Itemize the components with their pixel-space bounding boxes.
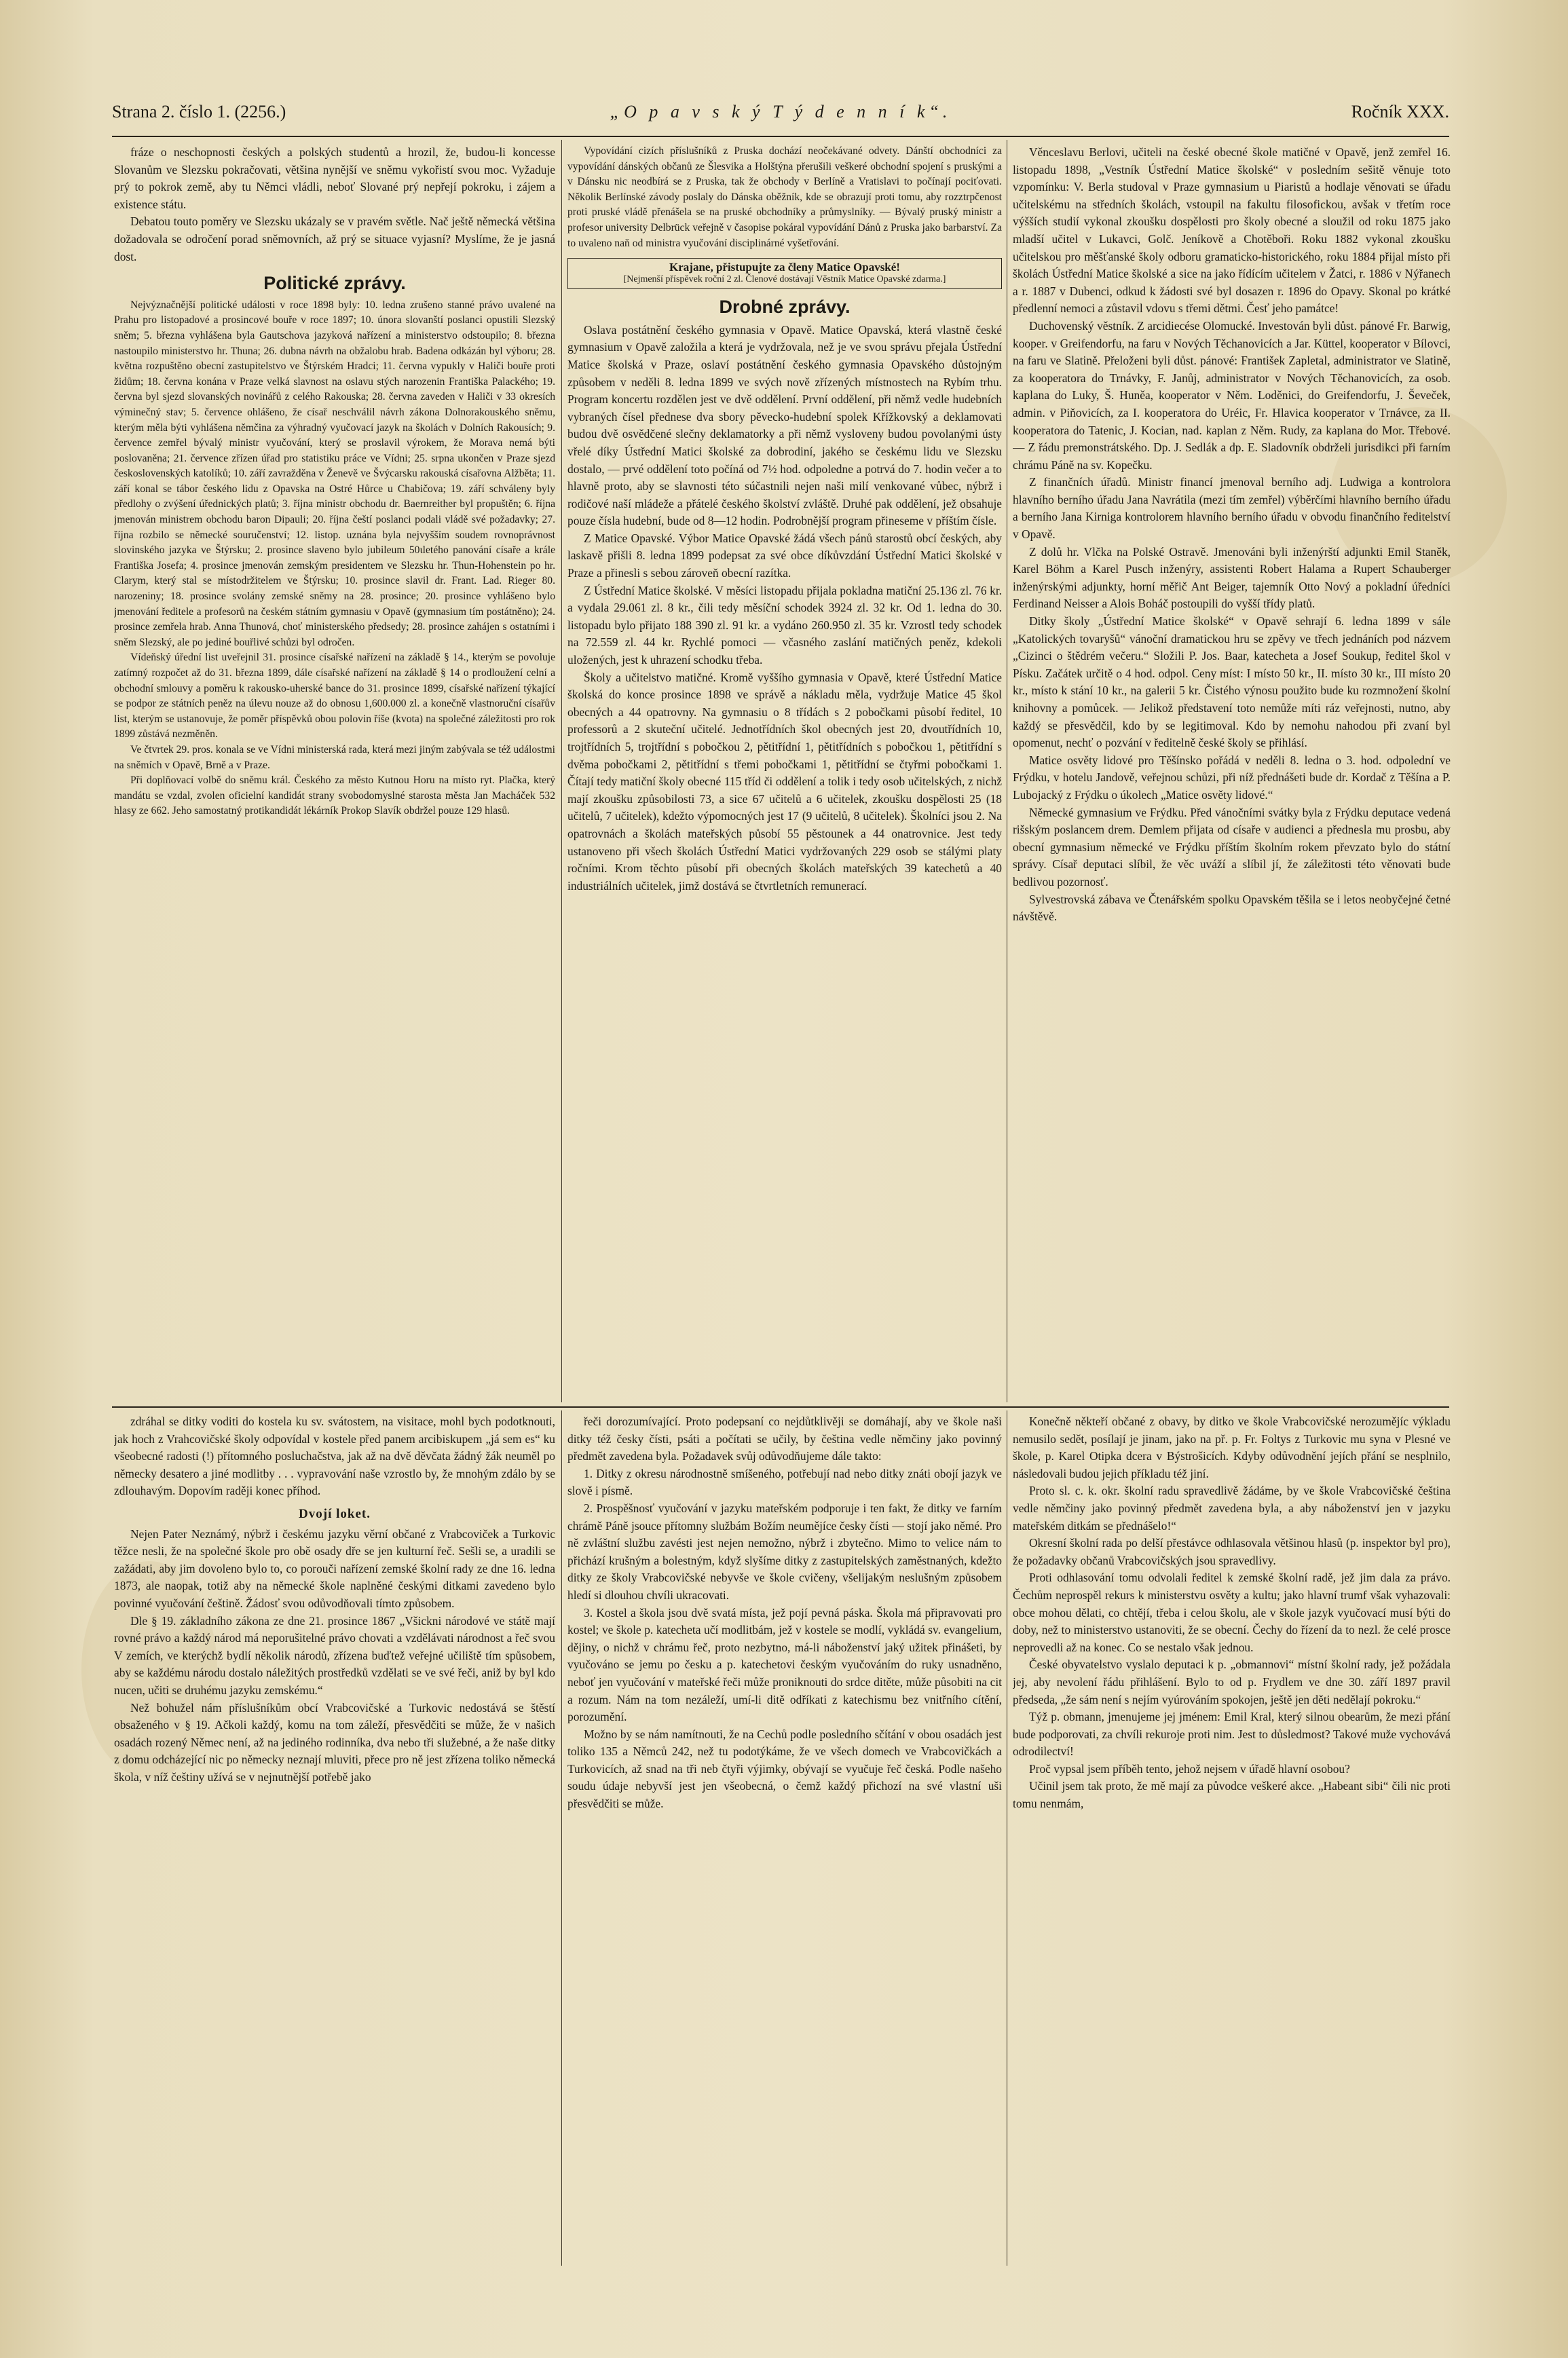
political-paragraph: Vídeňský úřední list uveřejnil 31. prosince císařské nařízení na základě § 14., kterým se povoluje zatímný rozpočet až do 31. března 1899, dále císařské nařízení na základě § 14 o prodloužení celní a obchodní smlouvy a poměru k rakousko-uherské bance do 31. prosince 1899, císařské nařízení týkající se podpor ze státních peněz na úlevu nouze až do obnosu 1,600.000 zl. a konečně vlastnoruční císařův list, kterým se ustanovuje, že poměr příspěvků obou polovin říše (kvota) na společné záležitosti pro rok 1899 zůstává nezměněn. bbox=[114, 652, 555, 741]
lower-column-2 bbox=[567, 1413, 1002, 2268]
lower-column-1 bbox=[114, 1413, 555, 2268]
feuilleton-paragraph: Nejen Pater Neznámý, nýbrž i českému jazyku věrní občané z Vrabcoviček a Turkovic těžce nesli, že na společné škole pro obě osady dře se jen kulturní řeč. Sešli se, a uradili se zažádati, aby jim dovoleno bylo to, co porouči nařízení zemské školní rady ze dne 16. ledna 1873, ale naopak, totiž aby na německé škole naplněné českými ditkami zavedeno bylo povinné vyučování češtině. Žádosť svou odůvodňovali tímto způsobem. bbox=[114, 1527, 555, 1610]
feuilleton-paragraph: Okresní školní rada po delší přestávce odhlasovala většinou hlasů (p. inspektor byl pro), že požadavky občanů Vrabcovičských jsou spravedlivy. bbox=[1013, 1536, 1451, 1567]
section-rule bbox=[112, 1406, 1449, 1408]
page-header bbox=[112, 102, 1449, 129]
volume-number: Ročník XXX. bbox=[1351, 102, 1449, 121]
feuilleton-paragraph: 3. Kostel a škola jsou dvě svatá místa, jež pojí pevná páska. Škola má připravovati pro kostel; ve škole p. katecheta učí modlitbám, jež v kostele se modlí, vykládá sv. evangelium, dějiny, o nichž v chrámu řeč, proto nezbytno, má-li náboženství jaký užitek přinášeti, by vyučováno se jemu po česku a p. katechetovi českým vyučováním do ruky usnadněno, neboť jen vyučování v mateřské řeči může proniknouti do srdce ditěte, může působiti na cit a rozum. Nám na tom nezáleží, umí-li ditě odříkati z katechismu bez vnitřního cítění, porozumění. bbox=[567, 1605, 1002, 1724]
lower-column-3 bbox=[1013, 1413, 1451, 2268]
obituary-paragraph: Věnceslavu Berlovi, učiteli na české obecné škole matičné v Opavě, jenž zemřel 16. listopadu 1898, „Vestník Ústřední Matice školské“ v posledním sešitě věnuje toto vzpomínku: V. Berla studoval v Praze gymnasium u Piaristů a hodlaje věnovati se úřadu učitelskému na středních školách, vstoupil na fakultu filosofickou, avšak v třetím roce výšších studií vykonal zkoušku dospělosti pro školy obecné a sloužil od roku 1875 jako mladší učitel v Lukavci, Golč. Jeníkově a Chotěboři. Roku 1882 vykonal zkoušku učitelskou pro měšťanské školy odboru gramaticko-historického, roku 1884 přijal místo při školách Ústřední Matice školské a sice na jako řídícím učitelem v Žatci, r. 1886 v Nýřanech a r. 1887 v Dubenci, odkud k žádosti své byl dosazen r. 1896 do Opavy. Skonal po krátké předlenní nemoci a zůstavil vdovu s třemi dětmi. Česť jeho památce! bbox=[1013, 145, 1451, 316]
article-paragraph: Debatou touto poměry ve Slezsku ukázaly se v pravém světle. Nač ještě německá většina dožadovala se odročení porad sněmovních, až prý se situace vyjasní? Myslíme, že je jasná dost. bbox=[114, 214, 555, 263]
feuilleton-paragraph: Možno by se nám namítnouti, že na Cechů podle posledního sčítání v obou osadách jest toliko 135 a Němců 242, než tu podotýkáme, že ve všech domech ve Vrabcovičkách a Turkovicích, až snad na tři neb čtyři výjimky, obývají se vyučuje řeč česká. Podle našeho soudu údaje nebyvší jest jen všeobecná, o čemž každý přichozí na své vlastní uši přesvědčiti se může. bbox=[567, 1727, 1002, 1811]
column-divider bbox=[561, 140, 562, 1402]
feuilleton-paragraph: Dle § 19. základního zákona ze dne 21. prosince 1867 „Všickni národové ve státě mají rovné právo a každý národ má neporušitelné právo chovati a vzdělávati národnost a řeč svou V zemích, ve kterýchž bydlí několik národů, zřízena buďtež veřejné učiliště tím spůsobem, aby se každému národu dostalo náležitých prostředků vzdělati se ve své řeči, aniž by byl kdo nucen, učiti se druhému jazyku zemskému.“ bbox=[114, 1613, 555, 1697]
appeal-title: Krajane, přistupujte za členy Matice Opavské! bbox=[669, 261, 900, 274]
newspaper-title: „O p a v s k ý T ý d e n n í k“. bbox=[610, 102, 952, 121]
column-1 bbox=[114, 144, 555, 1401]
news-paragraph: Sylvestrovská zábava ve Čtenářském spolku Opavském těšila se i letos neobyčejné četné návštěvě. bbox=[1013, 892, 1451, 924]
news-paragraph: Duchovenský věstník. Z arcidiecése Olomucké. Investován byli důst. pánové Fr. Barwig, kooper. v Greifendorfu, na faru v Nových Těchanovicích a Jar. Küttel, kooperator v Bílovci, na faru ve Slatině. Přeloženi byli důst. pánové: František Zapletal, administrator ve Slatině, za kooperatora do Trnávky, F. Janůj, administrator v Nových Těchanovicích, za osob. kaplana do Luky, Š. Huněa, kooperator v Něm. Loděnici, do Greifendorfu, J. Ševeček, admin. v Piňovicích, za I. kooperatora do Uréic, Fr. Hlavica kooperator v Trnávce, za II. kooperatora do Tatenic, J. Kocian, nad. kaplan z Něm. Rudy, za kaplana do Mor. Třebové. — Z řádu premonstrátského. Dp. J. Sedlák a dp. E. Sladovník obdrželi jurisdikci při farním chrámu Páně na sv. Kopečku. bbox=[1013, 318, 1451, 472]
political-paragraph: Ve čtvrtek 29. pros. konala se ve Vídni ministerská rada, která mezi jiným zabývala se též událostmi na sněmích v Opavě, Brně a v Praze. bbox=[114, 743, 555, 771]
news-paragraph: Ditky školy „Ústřední Matice školské“ v Opavě sehrají 6. ledna 1899 v sále „Katolických tovaryšů“ vánoční dramatickou hru se zpěvy ve třech jednáních pod názvem „Cizinci o štědrém večeru.“ Složili P. Jos. Baar, katecheta a Josef Soukup, ředitel škol v Písku. Začátek určitě o 4 hod. odpol. Ceny míst: I místo 50 kr., II. místo 30 kr., III místo 20 kr., místo k stání 10 kr., na galerii 5 kr. Čistého výnosu použito bude ku rozmnožení školní knihovny a pomůcek. — Jelikož představení toto nemůže míti ráz veřejnosti, nutno, aby každý se přesvědčil, kdo by se legitimoval. Kdo by nemohu nahodou při zvaní byl opomenut, nechť o pozvání v ředitelně české školy se přihlásí. bbox=[1013, 614, 1451, 750]
header-rule bbox=[112, 136, 1449, 137]
feuilleton-paragraph: Proč vypsal jsem příběh tento, jehož nejsem v úřadě hlavní osobou? bbox=[1029, 1761, 1350, 1776]
feuilleton-paragraph: 1. Ditky z okresu národnostně smíšeného, potřebují nad nebo ditky znáti obojí jazyk ve slově i písmě. bbox=[567, 1466, 1002, 1498]
feuilleton-paragraph: Než bohužel nám příslušníkům obcí Vrabcovičské a Turkovic nedostává se štěstí obsaženého v § 19. Ačkoli každý, komu na tom záleží, přesvědčiti se může, že v našich osadách rozený Němec není, až na jediného rodinníka, dva nebo tři služebné, a že naše ditky z domu odcházející nic po německy neznají mluviti, přece pro ně jest zřízena toliko německá škola, v níž češtiny užívá se v nejnutnější potřebě jako bbox=[114, 1700, 555, 1784]
membership-appeal-box bbox=[567, 258, 1002, 289]
feuilleton-paragraph: Proto sl. c. k. okr. školní radu spravedlivě žádáme, by ve škole Vrabcovičské čeština vedle němčiny jako povinný předmět zavedena byla, a aby náboženství jen v jazyku mateřském ditkám se přednášelo!“ bbox=[1013, 1484, 1451, 1533]
column-3 bbox=[1013, 144, 1451, 1401]
news-paragraph: Německé gymnasium ve Frýdku. Před vánočními svátky byla z Frýdku deputace vedená rišským poslancem drem. Demlem přijata od císaře v audienci a přednesla mu prosbu, aby obecní gymnasium německé ve Frýdku příštím školním rokem převzato bylo do státní správy. Císař deputaci slíbil, že věc uváží a slíbil jí, že záležitosti této věnovati bude bedlivou pozornosť. bbox=[1013, 805, 1451, 888]
section-heading-political: Politické zprávy. bbox=[263, 273, 406, 294]
news-paragraph: Z finančních úřadů. Ministr financí jmenoval berního adj. Ludwiga a kontrolora hlavního berního úřadu Jana Navrátila (mezi tím zemřel) výběrčími hlavního berního úřadu a berního Jana Kirniga kontrolorem hlavního berního úřadu v obvodu finančního ředitelství v Opavě. bbox=[1013, 475, 1451, 542]
feuilleton-paragraph: řeči dorozumívající. Proto podepsaní co nejdůtklivěji se domáhají, aby ve škole naši ditky též česky čísti, psáti a počítati se učily, by čeština vedle němčiny jako povinný předmět zavedena byla. Požadavek svůj odůvodňujeme dále takto: bbox=[567, 1415, 1002, 1463]
appeal-text: [Nejmenší příspěvek roční 2 zl. Členové dostávají Věstník Matice Opavské zdarma.] bbox=[623, 274, 946, 285]
news-paragraph: Matice osvěty lidové pro Těšínsko pořádá v neděli 8. ledna o 3. hod. odpolední ve Frýdku, v hotelu Jandově, veřejnou schůzi, při níž přednášeti bude dr. Kordač z Těšína a P. Lubojacký z Frýdku o úkolech „Matice osvěty lidové.“ bbox=[1013, 753, 1451, 802]
news-paragraph: Oslava postátnění českého gymnasia v Opavě. Matice Opavská, která vlastně české gymnasium v Opavě založila a která je vydržovala, než je ve svou správu přejala Ústřední Matice školská v Praze, oslaví postátnění českého gymnasia Opavského důstojným způsobem v neděli 8. ledna 1899 ve svých nově zřízených místnostech na Rybím trhu. Program koncertu rozdělen jest ve dvě oddělení. První oddělení, při němž vedle hudebních vybraných čísel přednese dva sbory pěvecko-hudební spolek Křížkovský a deklamovati budou dvě osvědčené slečny deklamatorky a při němž vysloveny budou povolanými ústy vřelé díky Ústřední Matici školské za dobrodiní, jakého se českému lidu ve Slezsku dostalo, — prvé oddělení toto počíná od 7½ hod. odpoledne a potrvá do 7. hodin večer a to hlavně proto, aby se slavnosti této súčastnili nejen naši milí venkované vůbec, nýbrž i rodičové naší mládeže a přátelé českého školství zvláště. Druhé pak oddělení, jež obsahuje pouze čísla hudební, bude od 8—12 hodin. Podrobnější program přineseme v příštím čísle. bbox=[567, 322, 1002, 528]
feuilleton-paragraph: Proti odhlasování tomu odvolali ředitel k zemské školní radě, jež jim dala za právo. Čechům neprospěl rekurs k ministerstvu osvěty a kultu; jako hlavní trumf však vyhazovali: obce mohou dělati, co chtějí, třeba i celou školu, ale v škole jazyk vyučovací musí býti do doby, než to ministerstvo ustanoviti, že se obecní. Čechy do řízení da to nezl. že celé prosce neprovedli až na konec. Co se nestalo však jednou. bbox=[1013, 1571, 1451, 1654]
feuilleton-paragraph: 2. Prospěšnosť vyučování v jazyku mateřském podporuje i ten fakt, že ditky ve farním chrámě Páně jsouce přítomny službám Božím neumějíce česky čísti — stojí jako němé. Pro ně zvláštní službu zavésti jest nejen nemožno, nýbrž i zbytečno. Mimo to velice nám to přichází krušným a bolestným, když slyšíme ditky z zastupitelských zaměstnaných, kdežto ditky ze školy Vrabcovičské nebyvše ve škole cvičeny, všelijakým neslušným způsobem hledí si dlouhou chvíli ukracovati. bbox=[567, 1501, 1002, 1602]
news-paragraph: Z Ústřední Matice školské. V měsíci listopadu přijala pokladna matiční 25.136 zl. 76 kr. a vydala 29.061 zl. 8 kr., čili tedy měsíční schodek 3924 zl. 32 kr. Od 1. ledna do 30. listopadu bylo přijato 188 390 zl. 91 kr. a vydáno 260.950 zl. 35 kr. Vzrostl tedy schodek na 72.559 zl. 44 kr. Rychlé pomoci — včasného zaslání matičných peněz, kdekoli uložených, jest k uhrazení schodku třeba. bbox=[567, 583, 1002, 667]
news-paragraph: Z Matice Opavské. Výbor Matice Opavské žádá všech pánů starostů obcí českých, aby laskavě přišli 8. ledna 1899 podepsat za své obce díkůvzdání Ústřední Matici školské v Praze a přinesli s sebou zároveň obecní razítka. bbox=[567, 531, 1002, 580]
column-2 bbox=[567, 144, 1002, 1401]
political-events-paragraph: Nejvýznačnější politické události v roce 1898 byly: 10. ledna zrušeno stanné právo uvalené na Prahu pro listopadové a prosincové bouře v roce 1897; 10. února slovanští poslanci opustili Slezský sněm; 5. března vyhlášena byla Gautschova jazyková nařízení a ministerstvo odstoupilo; 8. března nastoupilo ministerstvo hr. Thuna; 26. dubna návrh na obžalobu hrab. Badena odkázán byl výboru; 28. května rozpuštěno obecní zastupitelstvo ve Štýrském Hradci; 11. června vypukly v Haliči bouře proti židům; 18. června konána v Praze velká slavnost na oslavu stých narozenin Františka Palackého; 19. června byl sjezd slovanských novinářů z celého Rakouska; 28. června zaveden v Haliči v 33 okresích výminečný stav; 5. července ohlášeno, že císař neschválil návrh zákona Dolnorakouského sněmu, kterým měla býti vyhlášena němčina za výhradný vyučovací jazyk na školách v Dolních Rakousích; 9. července zemřel bývalý ministr vyučování, který se proslavil výrokem, že Morava nemá býti poslovaněna; 21. července zřízen úřad pro statistiku práce ve Vídni; 25. srpna ukončen v Praze sjezd československých katolíků; 10. září zavražděna v Ženevě ve Švýcarsku rakouská císařovna Alžběta; 11. září konal se tábor českého lidu z Opavska na Ostré Hůrce u Chabičova; 19. září schváleny byly předlohy o zvýšení úřednických platů; 3. října ministr obchodu dr. Baernreither byl propuštěn; 6. října jmenován ministrem obchodu baron Dipauli; 20. října čeští poslanci podali vládě své požadavky; 27. října rozbilo se německé souručenství; 12. listop. uznána byla nejvyšším soudem rovnoprávnost slovinského jazyka ve Štýrsku; 2. prosince slaveno bylo jubileum 50ιletého panování císaře a krále Františka Josefa; 4. prosince jmenován zemským presidentem ve Slezsku hr. Thun-Hohenstein po hr. Clarym, který stal se místodržitelem ve Štýrsku; 10. prosince slavil dr. Frant. Lad. Rieger 80. narozeniny; 18. prosince svolány zemské sněmy na 28. prosince; 20. prosince vyhlášeno bylo jmenování ředitele a profesorů na českém státním gymnasiu v Opavě (gymnasium tím postátněno); 24. prosince zemřela hrab. Anna Thunová, choť ministerského předsedy; 28. prosince zahájen s ostatními i sněm Slezský, ale po jediné bouřlivé schůzi byl odročen. bbox=[114, 299, 555, 648]
political-paragraph: Při doplňovací volbě do sněmu král. Českého za město Kutnou Horu na místo ryt. Plačka, který mandátu se vzdal, zvolen oficielní kandidát strany svobodomyslné starosta města Jan Macháček 532 hlasy ze 662. Jeho samostatný protikandidát lékárník Prokop Slavík obdržel pouze 129 hlasů. bbox=[114, 774, 555, 817]
news-paragraph: Z dolů hr. Vlčka na Polské Ostravě. Jmenováni byli inženýrští adjunkti Emil Staněk, Karel Böhm a Karel Pusch inženýry, assistenti Robert Halama a Rupert Schauberger inženýrskými adjunkty, horní měřič Ant Beiger, tajemník Otto Nový a pokladní úředníci Ferdinand Neisser a Alois Boháč postoupili do vyšší třídy platů. bbox=[1013, 544, 1451, 611]
page-number: Strana 2. číslo 1. (2256.) bbox=[112, 102, 286, 121]
section-heading-short-news: Drobné zprávy. bbox=[719, 297, 851, 318]
column-divider bbox=[561, 1410, 562, 2266]
feuilleton-paragraph: České obyvatelstvo vyslalo deputaci k p. „obmannovi“ místní školní rady, jež požádala jej, aby nevolení řádu přihlášení. Bylo to od p. Frydlem ve dne 30. září 1897 pravil předseda, „že sám není s nejím vyúrováním spokojen, ještě jen děti nedělají pokroku.“ bbox=[1013, 1658, 1451, 1706]
feuilleton-paragraph: Konečně někteří občané z obavy, by ditko ve škole Vrabcovičské nerozumějíc výkladu nemusilo sedět, posílají je jinam, jako na př. p. Fr. Foltys z Turkovic mu syna v Plesné ve škole, p. Karel Otipka dcera v Býstrošicích. Kdyby odůvodnění jejích přání se nesplnilo, následovali budou jejich příkladu též jiní. bbox=[1013, 1415, 1451, 1480]
feuilleton-heading: Dvojí loket. bbox=[299, 1506, 371, 1521]
news-paragraph: Školy a učitelstvo matičné. Kromě vyššího gymnasia v Opavě, které Ústřední Matice školská do konce prosince 1898 ve správě a nákladu měla, vydržuje Matice 45 škol obecných a 44 opatrovny. Na gymnasiu o 8 třídách s 2 pobočkami působí ředitel, 10 professorů a 2 skuteční učitelé. Jednotřídních škol obecných jest 20, dvoutřídních 10, trojtřídních 5, trojtřídní s pobočkou 2, pětitřídní 1, pětitřídních s pobočkou 1, pětitřídní s dvěma pobočkami 2, pětitřídní s třemi pobočkami 1, pětitřídní se čtyřmi pobočkami 1. Čítají tedy matiční školy obecné 115 tříd či oddělení a tolik i tedy osob učitelských, z nichž mají zkoušku způsobilosti 73, a sice 67 učitelů a 6 učitelek, zkoušku dospělosti 25 (18 učitelů, 7 učitelek), kdežto výpomocných jest 17 (9 učitelů, 8 učitelek). Školníci jsou 2. Na opatrovnách a školách mateřských působí 55 pěstounek a 44 onatrovnice. Jest tedy ustanoveno při všech školách Ústřední Matici vydržovaných 229 osob se stálými platy ročními. Krom těchto působí při obecných školách mateřských 39 katechetů a 40 industriálních učitelek, jimž dostává se čtvrtletních remunerací. bbox=[567, 670, 1002, 893]
feuilleton-paragraph: Učinil jsem tak proto, že mě mají za původce veškeré akce. „Habeant sibi“ čili nic proti tomu nenmám, bbox=[1013, 1779, 1451, 1811]
feuilleton-paragraph: zdráhal se ditky voditi do kostela ku sv. svátostem, na visitace, mohl bych podotknouti, jak hoch z Vrahcovičské školy odpovídal v kostele před panem arcibiskupem „já sem es“ ku všeobecné radosti (!) přítomného posluchačstva, jak až na dvě děvčata žádný žák neuměl po německy desatero a jiné modlitby . . . vypravování naše vzrostlo by, že mnohým zdálo by se zdlouhavým. Dopovím raději konec příhod. bbox=[114, 1415, 555, 1498]
article-continuation: fráze o neschopnosti českých a polských studentů a hrozil, že, budou-li koncesse Slovanům ve Slezsku pokračovati, většina nynější ve sněmu vykořistí svou moc. Vyžaduje prý to pokrok země, aby tu Němci vládli, neboť Slované prý nepřejí pokroku, i zájem a existence státu. bbox=[114, 145, 555, 211]
prussia-news-paragraph: Vypovídání cizích příslušníků z Pruska dochází neočekávané odvety. Dánští obchodníci za vypovídání dánských občanů ze Šlesvika a Holštýna přerušili veškeré obchodní spojení s pruskými a v Dánsku nic neodbírá se z Pruska, tak že obchody v Berlíně a Vratislavi to počínají pociťovati. Několik Berlínské závody poslaly do Dánska oběžník, kde se obrazují proti tomu, aby rozztrpčenost proti pruské vládě přenášela se na pruské obchodníky a průmyslníky. — Bývalý pruský ministr a profesor university Delbrück veřejně v časopise pokáral vypovídání Dánů z Pruska jako barbarství. Za to uvaleno naň od ministra vyučování disciplinárné vyšetřování. bbox=[567, 145, 1002, 249]
feuilleton-paragraph: Týž p. obmann, jmenujeme jej jménem: Emil Kral, který silnou obearům, že mezi přání bude podporovati, za chvíli rekuroje proti nim. Jest to důsledmost? Takové muže vychovává odrodilectví! bbox=[1013, 1710, 1451, 1759]
